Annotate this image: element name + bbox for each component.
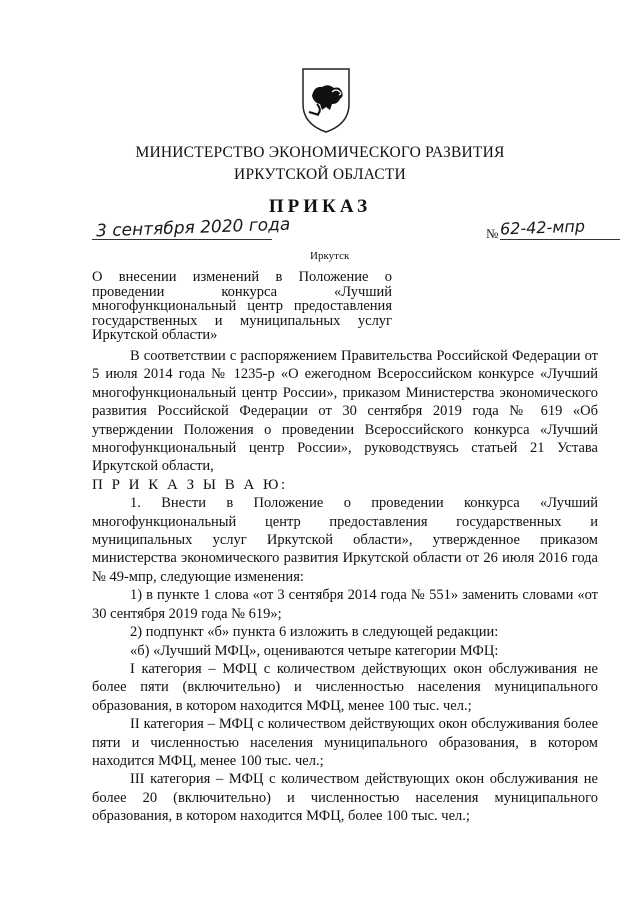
body-paragraph: III категория – МФЦ с количеством действующих окон обслуживания не более 20 (включительно) и численностью населения муниципального образования, в котором находится МФЦ, более 100 тыс. чел.; xyxy=(92,771,598,825)
document-city: Иркутск xyxy=(310,250,350,262)
body-paragraph: 2) подпункт «б» пункта 6 изложить в следующей редакции: xyxy=(130,624,499,641)
handwritten-order-number: 62-42-мпр xyxy=(499,216,586,239)
document-title: ПРИКАЗ xyxy=(268,196,372,217)
date-underline xyxy=(92,239,272,240)
body-paragraph: II категория – МФЦ с количеством действующих окон обслуживания более пяти и численностью населения муниципального образования, в котором находится МФЦ, менее 100 тыс. чел.; xyxy=(92,716,598,769)
ministry-name-line1: МИНИСТЕРСТВО ЭКОНОМИЧЕСКОГО РАЗВИТИЯ xyxy=(135,144,505,161)
document-subject: О внесении изменений в Положение о проведении конкурса «Лучший многофункциональный центр предоставления государственных и муниципальных услуг Иркутской области» xyxy=(92,269,392,343)
body-paragraph: 1) в пункте 1 слова «от 3 сентября 2014 года № 551» заменить словами «от 30 сентября 2019 года № 619»; xyxy=(92,587,598,622)
body-paragraph: «б) «Лучший МФЦ», оцениваются четыре категории МФЦ: xyxy=(130,642,499,659)
number-underline xyxy=(500,239,620,240)
preamble-paragraph: В соответствии с распоряжением Правительства Российской Федерации от 5 июля 2014 года № 1235-р «О ежегодном Всероссийском конкурсе «Лучший многофункциональный центр России», приказом Министерства экономического развития Российской Федерации от 30 сентября 2019 года № 619 «Об утверждении Положения о проведении Всероссийского конкурса «Лучший многофункциональный центр России», руководствуясь статьей 21 Устава Иркутской области, xyxy=(92,348,598,475)
order-word: П Р И К А З Ы В А Ю: xyxy=(92,476,288,493)
ministry-name-line2: ИРКУТСКОЙ ОБЛАСТИ xyxy=(234,166,406,183)
document-body xyxy=(92,347,598,826)
handwritten-date: 3 сентября 2020 года xyxy=(95,214,291,242)
number-sign: № xyxy=(486,226,499,241)
body-paragraph: I категория – МФЦ с количеством действующих окон обслуживания не более пяти (включительно) и численностью населения муниципального образования, в котором находится МФЦ, менее 100 тыс. чел.; xyxy=(92,660,598,714)
body-paragraph: 1. Внести в Положение о проведении конкурса «Лучший многофункциональный центр предоставления государственных и муниципальных услуг Иркутской области», утвержденное приказом министерства экономического развития Иркутской области от 26 июля 2016 года № 49-мпр, следующие изменения: xyxy=(92,495,598,585)
irkutsk-coat-of-arms-icon xyxy=(300,66,352,134)
